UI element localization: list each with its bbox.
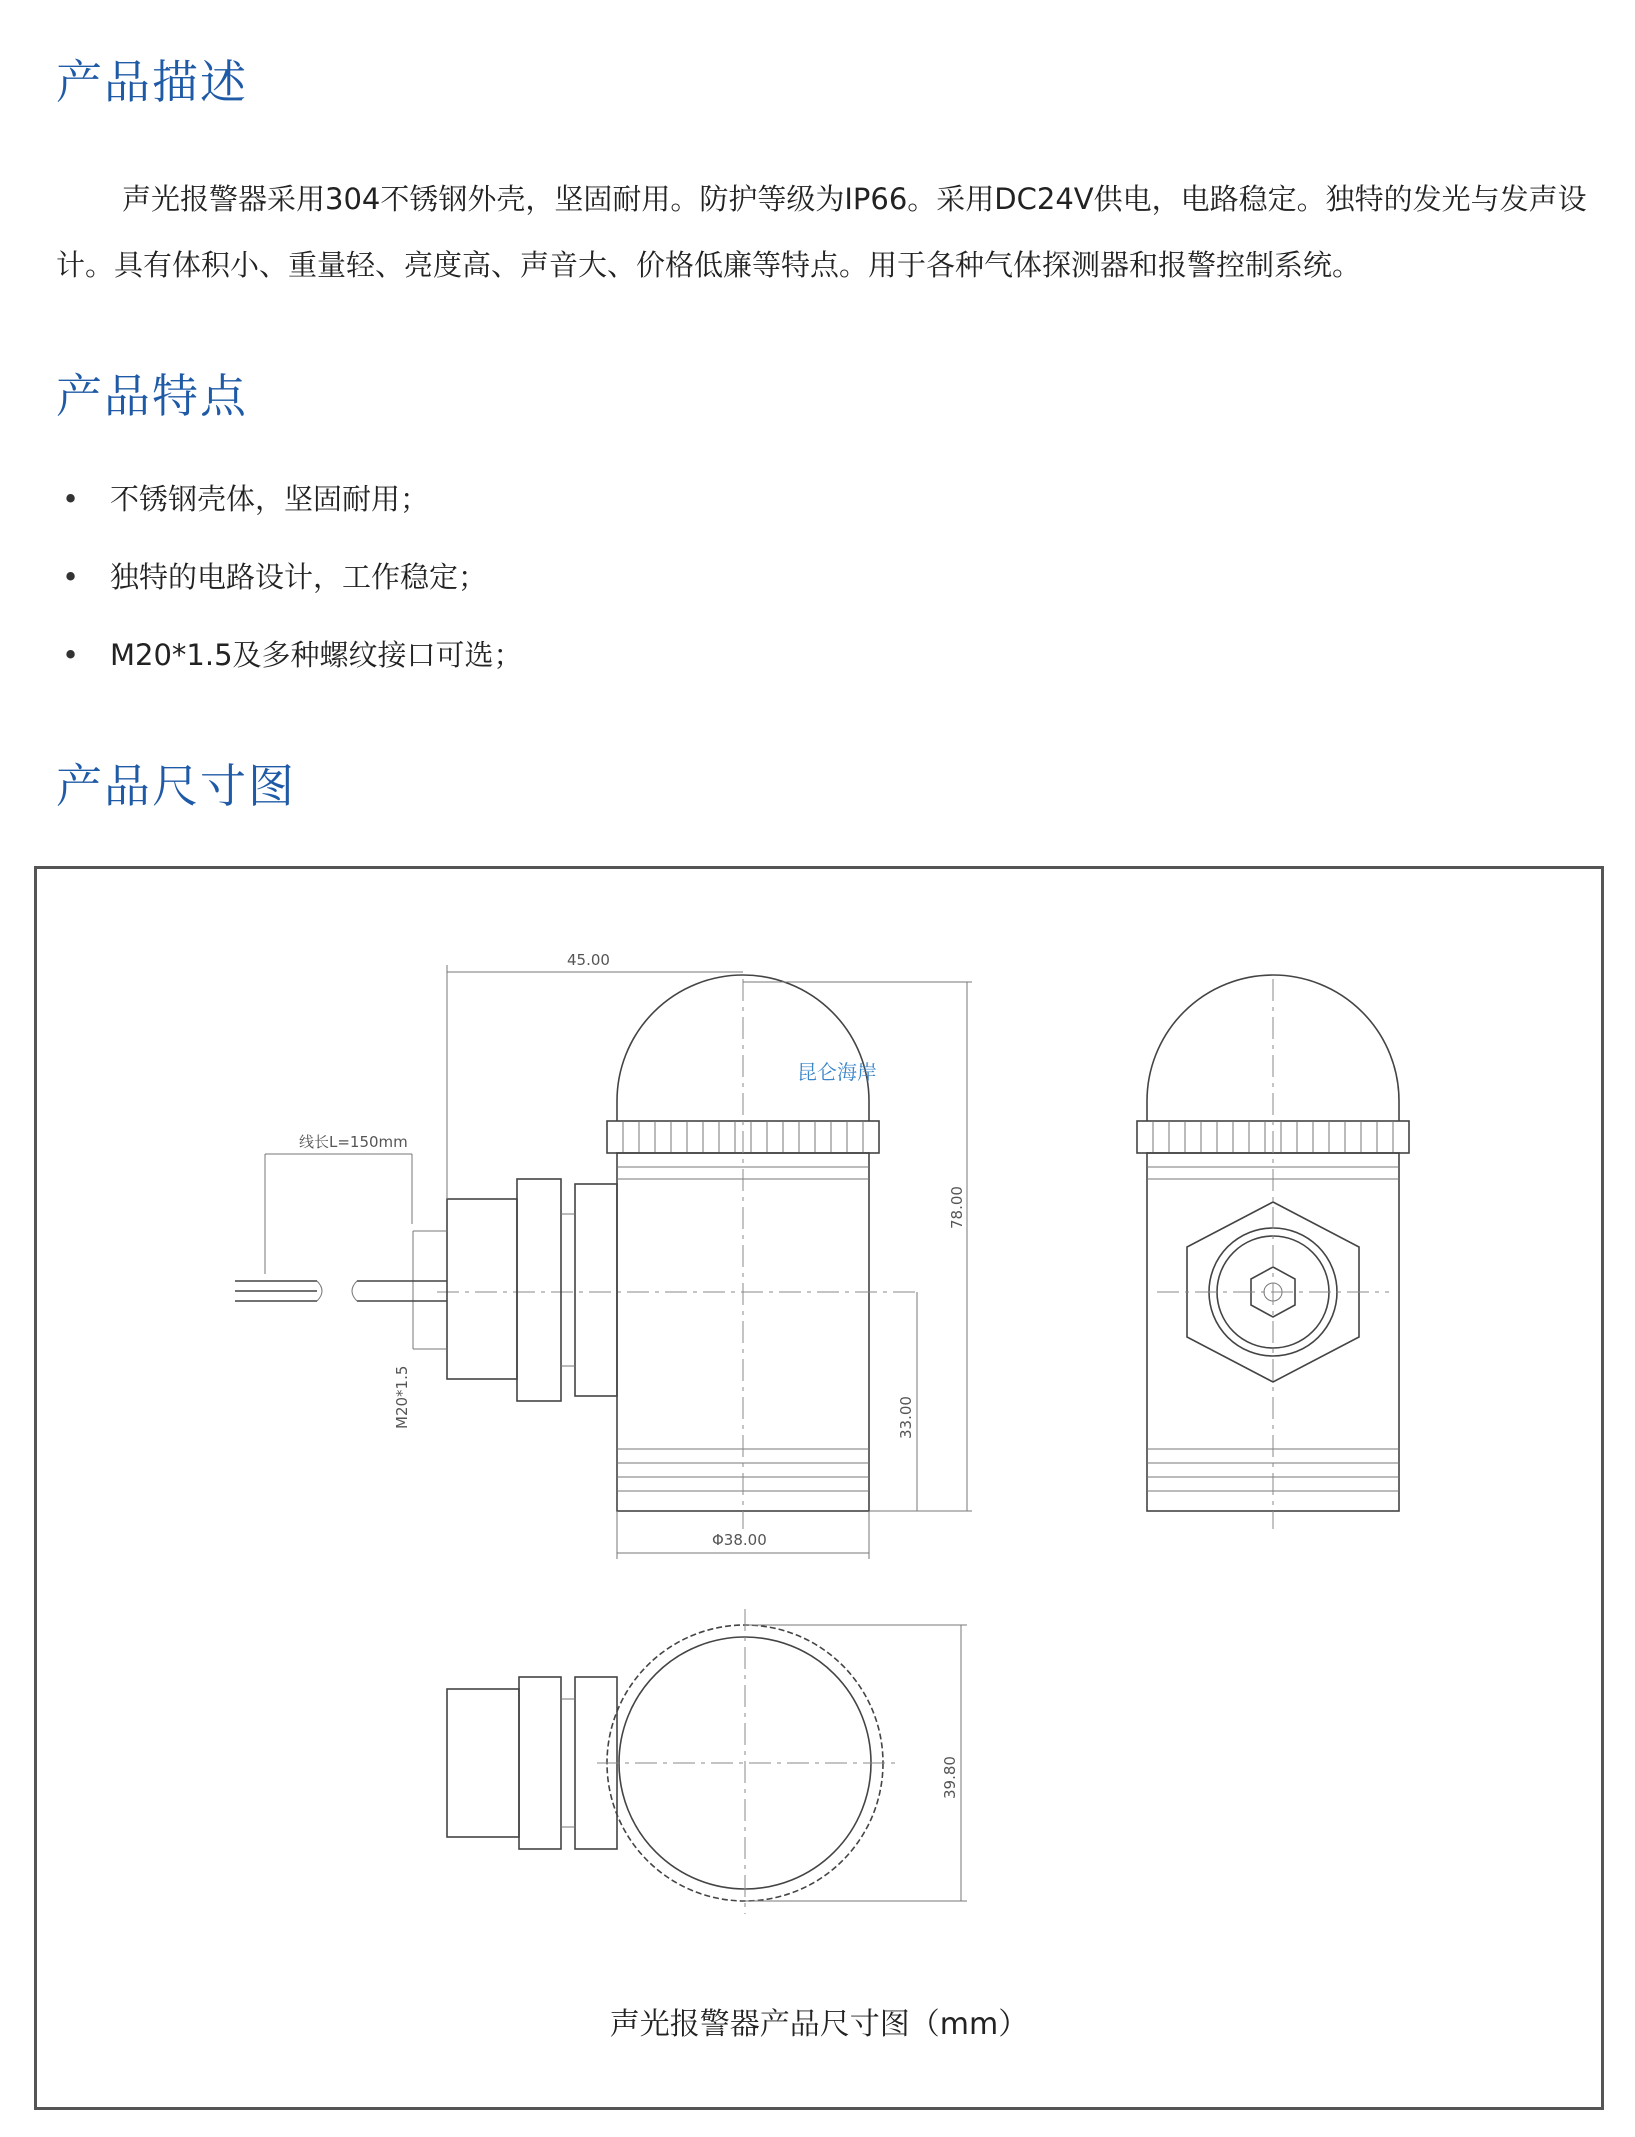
section-title-dimensions: 产品尺寸图: [56, 759, 296, 813]
wire-length-label: 线长L=150mm: [299, 1133, 408, 1151]
bullet-icon: •: [62, 560, 80, 594]
feature-list: [56, 466, 523, 700]
width-label: 45.00: [567, 951, 610, 969]
dimension-drawing-frame: [34, 866, 1604, 2110]
list-item: [56, 622, 523, 700]
dimension-drawing: [37, 869, 1601, 1969]
bullet-icon: •: [62, 482, 80, 516]
height-label: 78.00: [948, 1186, 966, 1229]
bullet-icon: •: [62, 638, 80, 672]
thread-label: M20*1.5: [393, 1365, 411, 1429]
feature-text: M20*1.5及多种螺纹接口可选；: [110, 638, 523, 672]
section-title-features: 产品特点: [56, 369, 248, 423]
watermark-logo: 昆仑海岸: [797, 1060, 877, 1084]
top-diameter-label: 39.80: [941, 1756, 959, 1799]
feature-text: 不锈钢壳体，坚固耐用；: [110, 482, 430, 516]
description-paragraph: 声光报警器采用304不锈钢外壳，坚固耐用。防护等级为IP66。采用DC24V供电，电路稳定。独特的发光与发声设计。具有体积小、重量轻、亮度高、声音大、价格低廉等特点。用于各种气体探测器和报警控制系统。: [56, 182, 1587, 282]
center-height-label: 33.00: [897, 1396, 915, 1439]
fitting-body: [447, 1199, 517, 1379]
section-title-description: 产品描述: [56, 55, 248, 109]
fitting-nut-1: [517, 1179, 561, 1401]
list-item: [56, 466, 523, 544]
feature-text: 独特的电路设计，工作稳定；: [110, 560, 488, 594]
diameter-label: Φ38.00: [712, 1531, 767, 1549]
top-fitting-nut-1: [519, 1677, 561, 1849]
top-fitting-body: [447, 1689, 519, 1837]
drawing-caption: 声光报警器产品尺寸图（mm）: [609, 2007, 1029, 2042]
fitting-nut-2: [575, 1184, 617, 1396]
list-item: [56, 544, 523, 622]
